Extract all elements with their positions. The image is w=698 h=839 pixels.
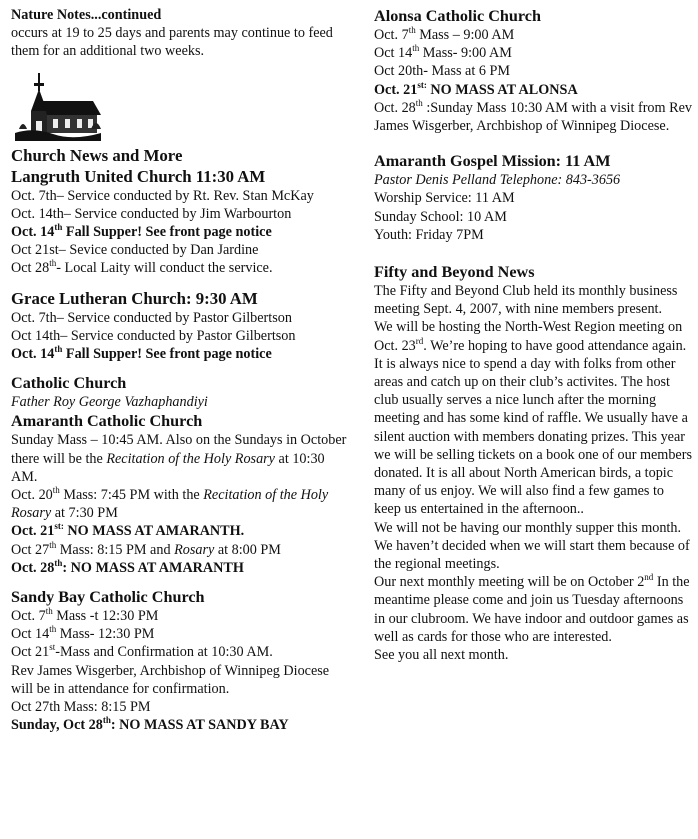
sandy-bay-line: Oct 21st-Mass and Confirmation at 10:30 AM. <box>11 642 273 661</box>
alonsa-line: Oct 20th- Mass at 6 PM <box>374 63 510 80</box>
langruth-line: Oct. 7th– Service conducted by Rt. Rev. Stan McKay <box>11 187 314 204</box>
amaranth-catholic-line: Oct 27th Mass: 8:15 PM and Rosary at 8:00 PM <box>11 539 281 558</box>
gospel-line: Worship Service: 11 AM <box>374 190 515 207</box>
church-illustration-icon <box>13 71 103 143</box>
catholic-church-heading: Catholic Church <box>11 374 127 393</box>
gospel-mission-heading: Amaranth Gospel Mission: 11 AM <box>374 152 611 171</box>
left-column <box>11 6 351 734</box>
nature-notes-text: occurs at 19 to 25 days and parents may continue to feed them for an additional two weeks. <box>11 25 333 60</box>
grace-fall-supper: Oct. 14th Fall Supper! See front page notice <box>11 344 272 363</box>
langruth-line: Oct 21st– Sevice conducted by Dan Jardine <box>11 242 259 259</box>
langruth-fall-supper: Oct. 14th Fall Supper! See front page notice <box>11 222 272 241</box>
alonsa-no-mass: Oct. $21^{st:}$ NO MASS AT ALONSA <box>374 79 578 98</box>
alonsa-line: Oct 14th Mass- 9:00 AM <box>374 43 512 62</box>
fifty-paragraph: We will not be having our monthly supper this month. We haven’t decided when we will start them because of the regional meetings. <box>374 519 690 573</box>
sandy-bay-line: Rev James Wisgerber, Archbishop of Winnipeg Diocese will be in attendance for confirmation. <box>11 662 330 697</box>
grace-lutheran-heading: Grace Lutheran Church: 9:30 AM <box>11 288 258 308</box>
sandy-bay-line: Oct 14th Mass- 12:30 PM <box>11 624 155 643</box>
langruth-heading: Langruth United Church 11:30 AM <box>11 166 266 186</box>
gospel-pastor: Pastor Denis Pelland Telephone: 843-3656 <box>374 172 621 189</box>
gospel-line: Sunday School: 10 AM <box>374 208 507 225</box>
gospel-line: Youth: Friday 7PM <box>374 226 484 243</box>
amaranth-no-mass: Oct. 28th: NO MASS AT AMARANTH <box>11 557 244 576</box>
fifty-paragraph: Our next monthly meeting will be on October 2nd In the meantime please come and join us Tuesday afternoons in our clubroom. We have indoor and outdoor games as well as cards for those who are interested. <box>374 572 690 645</box>
catholic-priest: Father Roy George Vazhaphandiyi <box>11 394 208 411</box>
amaranth-catholic-line: Sunday Mass – 10:45 AM. Also on the Sundays in October there will be the Recitation of the Holy Rosary at 10:30 AM. <box>11 432 347 485</box>
fifty-paragraph: The Fifty and Beyond Club held its monthly business meeting Sept. 4, 2007, with nine members present. <box>374 283 678 318</box>
langruth-line: Oct 28th- Local Laity will conduct the service. <box>11 258 273 277</box>
alonsa-heading: Alonsa Catholic Church <box>374 7 541 25</box>
sandy-bay-line: Oct. 7th Mass -t 12:30 PM <box>11 606 159 625</box>
amaranth-catholic-heading: Amaranth Catholic Church <box>11 412 203 431</box>
fifty-paragraph: We will be hosting the North-West Region meeting on Oct. 23rd. We’re hoping to have good attendance again. It is always nice to spend a day with folks from other areas and catch up on their club’s activites. The host club usually serves a nice lunch after the morning meeting and has some kind of raffle. We usually have a silent auction with members donating prizes. This year we will be selling tickets on a book one of our members donated. It is all about North American birds, a topic many of us enjoy. We will also find a few games to keep us entertained in the afternoon.. <box>374 319 692 518</box>
church-news-heading: Church News and More <box>11 145 183 165</box>
grace-line: Oct 14th– Service conducted by Pastor Gilbertson <box>11 327 296 344</box>
fifty-paragraph: See you all next month. <box>374 647 509 664</box>
nature-notes-title: Nature Notes...continued <box>11 7 162 23</box>
fifty-beyond-heading: Fifty and Beyond News <box>374 263 535 282</box>
amaranth-catholic-line: Oct. 20th Mass: 7:45 PM with the Recitation of the Holy Rosary at 7:30 PM <box>11 485 329 522</box>
right-column <box>374 6 692 664</box>
langruth-line: Oct. 14th– Service conducted by Jim Warbourton <box>11 205 292 222</box>
sandy-bay-heading: Sandy Bay Catholic Church <box>11 588 205 607</box>
alonsa-line: Oct. 7th Mass – 9:00 AM <box>374 25 515 43</box>
sandy-bay-no-mass: Sunday, Oct 28th: NO MASS AT SANDY BAY <box>11 715 289 734</box>
alonsa-line: Oct. 28th :Sunday Mass 10:30 AM with a visit from Rev James Wisgerber, Archbishop of Winnipeg Diocese. <box>374 97 692 135</box>
amaranth-no-mass: Oct. $21^{st:}$ NO MASS AT AMARANTH. <box>11 521 245 540</box>
sandy-bay-line: Oct 27th Mass: 8:15 PM <box>11 699 151 716</box>
grace-line: Oct. 7th– Service conducted by Pastor Gilbertson <box>11 309 292 326</box>
